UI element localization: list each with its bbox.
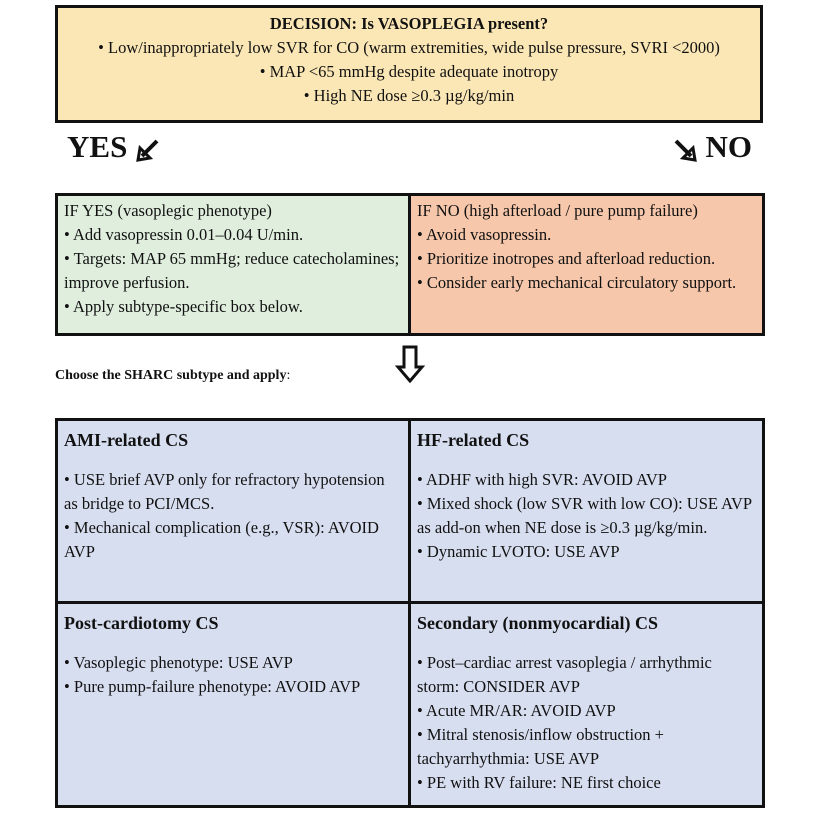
no-label: NO bbox=[705, 129, 752, 164]
subtype-cell-secondary bbox=[411, 604, 762, 805]
subtype-line: • Vasoplegic phenotype: USE AVP bbox=[64, 653, 293, 672]
subtype-line: • Mixed shock (low SVR with low CO): USE AVP as add-on when NE dose is ≥0.3 µg/kg/min. bbox=[417, 494, 752, 537]
decision-criterion: • High NE dose ≥0.3 µg/kg/min bbox=[303, 86, 515, 105]
subtype-line: • Mitral stenosis/inflow obstruction + tachyarrhythmia: USE AVP bbox=[417, 725, 664, 768]
decision-box bbox=[55, 5, 763, 123]
no-branch-line: • Consider early mechanical circulatory support. bbox=[417, 273, 737, 292]
choose-subtype-text: Choose the SHARC subtype and apply bbox=[55, 368, 287, 383]
subtype-title: Post-cardiotomy CS bbox=[64, 613, 219, 633]
subtype-cell-hf bbox=[411, 421, 762, 604]
yes-branch-line: • Apply subtype-specific box below. bbox=[64, 297, 303, 316]
subtype-title: Secondary (nonmyocardial) CS bbox=[417, 613, 659, 633]
subtype-line: • Post–cardiac arrest vasoplegia / arrhythmic storm: CONSIDER AVP bbox=[417, 653, 712, 696]
arrow-down-icon bbox=[395, 345, 425, 385]
decision-criterion: • MAP <65 mmHg despite adequate inotropy bbox=[259, 62, 559, 81]
no-branch-line: • Avoid vasopressin. bbox=[417, 225, 552, 244]
no-branch-line: IF NO (high afterload / pure pump failure) bbox=[417, 201, 698, 220]
subtype-line: • ADHF with high SVR: AVOID AVP bbox=[417, 470, 667, 489]
subtype-cell-post-cardiotomy bbox=[58, 604, 411, 805]
no-branch-box bbox=[411, 196, 762, 333]
yes-branch-line: • Add vasopressin 0.01–0.04 U/min. bbox=[64, 225, 304, 244]
subtype-line: • Pure pump-failure phenotype: AVOID AVP bbox=[64, 677, 361, 696]
yes-branch-box bbox=[58, 196, 411, 333]
subtype-line: • Acute MR/AR: AVOID AVP bbox=[417, 701, 616, 720]
subtype-line: • PE with RV failure: NE first choice bbox=[417, 773, 661, 792]
decision-criterion: • Low/inappropriately low SVR for CO (warm extremities, wide pulse pressure, SVRI <2000) bbox=[98, 38, 720, 57]
yes-branch-line: IF YES (vasoplegic phenotype) bbox=[64, 201, 272, 220]
subtype-line: • Dynamic LVOTO: USE AVP bbox=[417, 542, 620, 561]
subtype-line: • USE brief AVP only for refractory hypotension as bridge to PCI/MCS. bbox=[64, 470, 385, 513]
subtype-grid bbox=[55, 418, 765, 808]
yes-label: YES bbox=[67, 129, 128, 164]
subtype-title: AMI-related CS bbox=[64, 430, 189, 450]
no-branch-label bbox=[672, 129, 752, 165]
decision-title: DECISION: Is VASOPLEGIA present? bbox=[269, 14, 549, 33]
arrow-down-left-icon bbox=[135, 137, 161, 163]
yes-branch-label bbox=[67, 129, 161, 165]
subtype-title: HF-related CS bbox=[417, 430, 530, 450]
subtype-cell-ami bbox=[58, 421, 411, 604]
arrow-down-right-icon bbox=[672, 137, 698, 163]
branch-boxes bbox=[55, 193, 765, 336]
choose-subtype-colon: : bbox=[286, 368, 291, 383]
no-branch-line: • Prioritize inotropes and afterload reduction. bbox=[417, 249, 716, 268]
yes-branch-line: • Targets: MAP 65 mmHg; reduce catecholamines; improve perfusion. bbox=[64, 249, 400, 292]
subtype-line: • Mechanical complication (e.g., VSR): AVOID AVP bbox=[64, 518, 379, 561]
choose-subtype-caption bbox=[55, 368, 290, 384]
